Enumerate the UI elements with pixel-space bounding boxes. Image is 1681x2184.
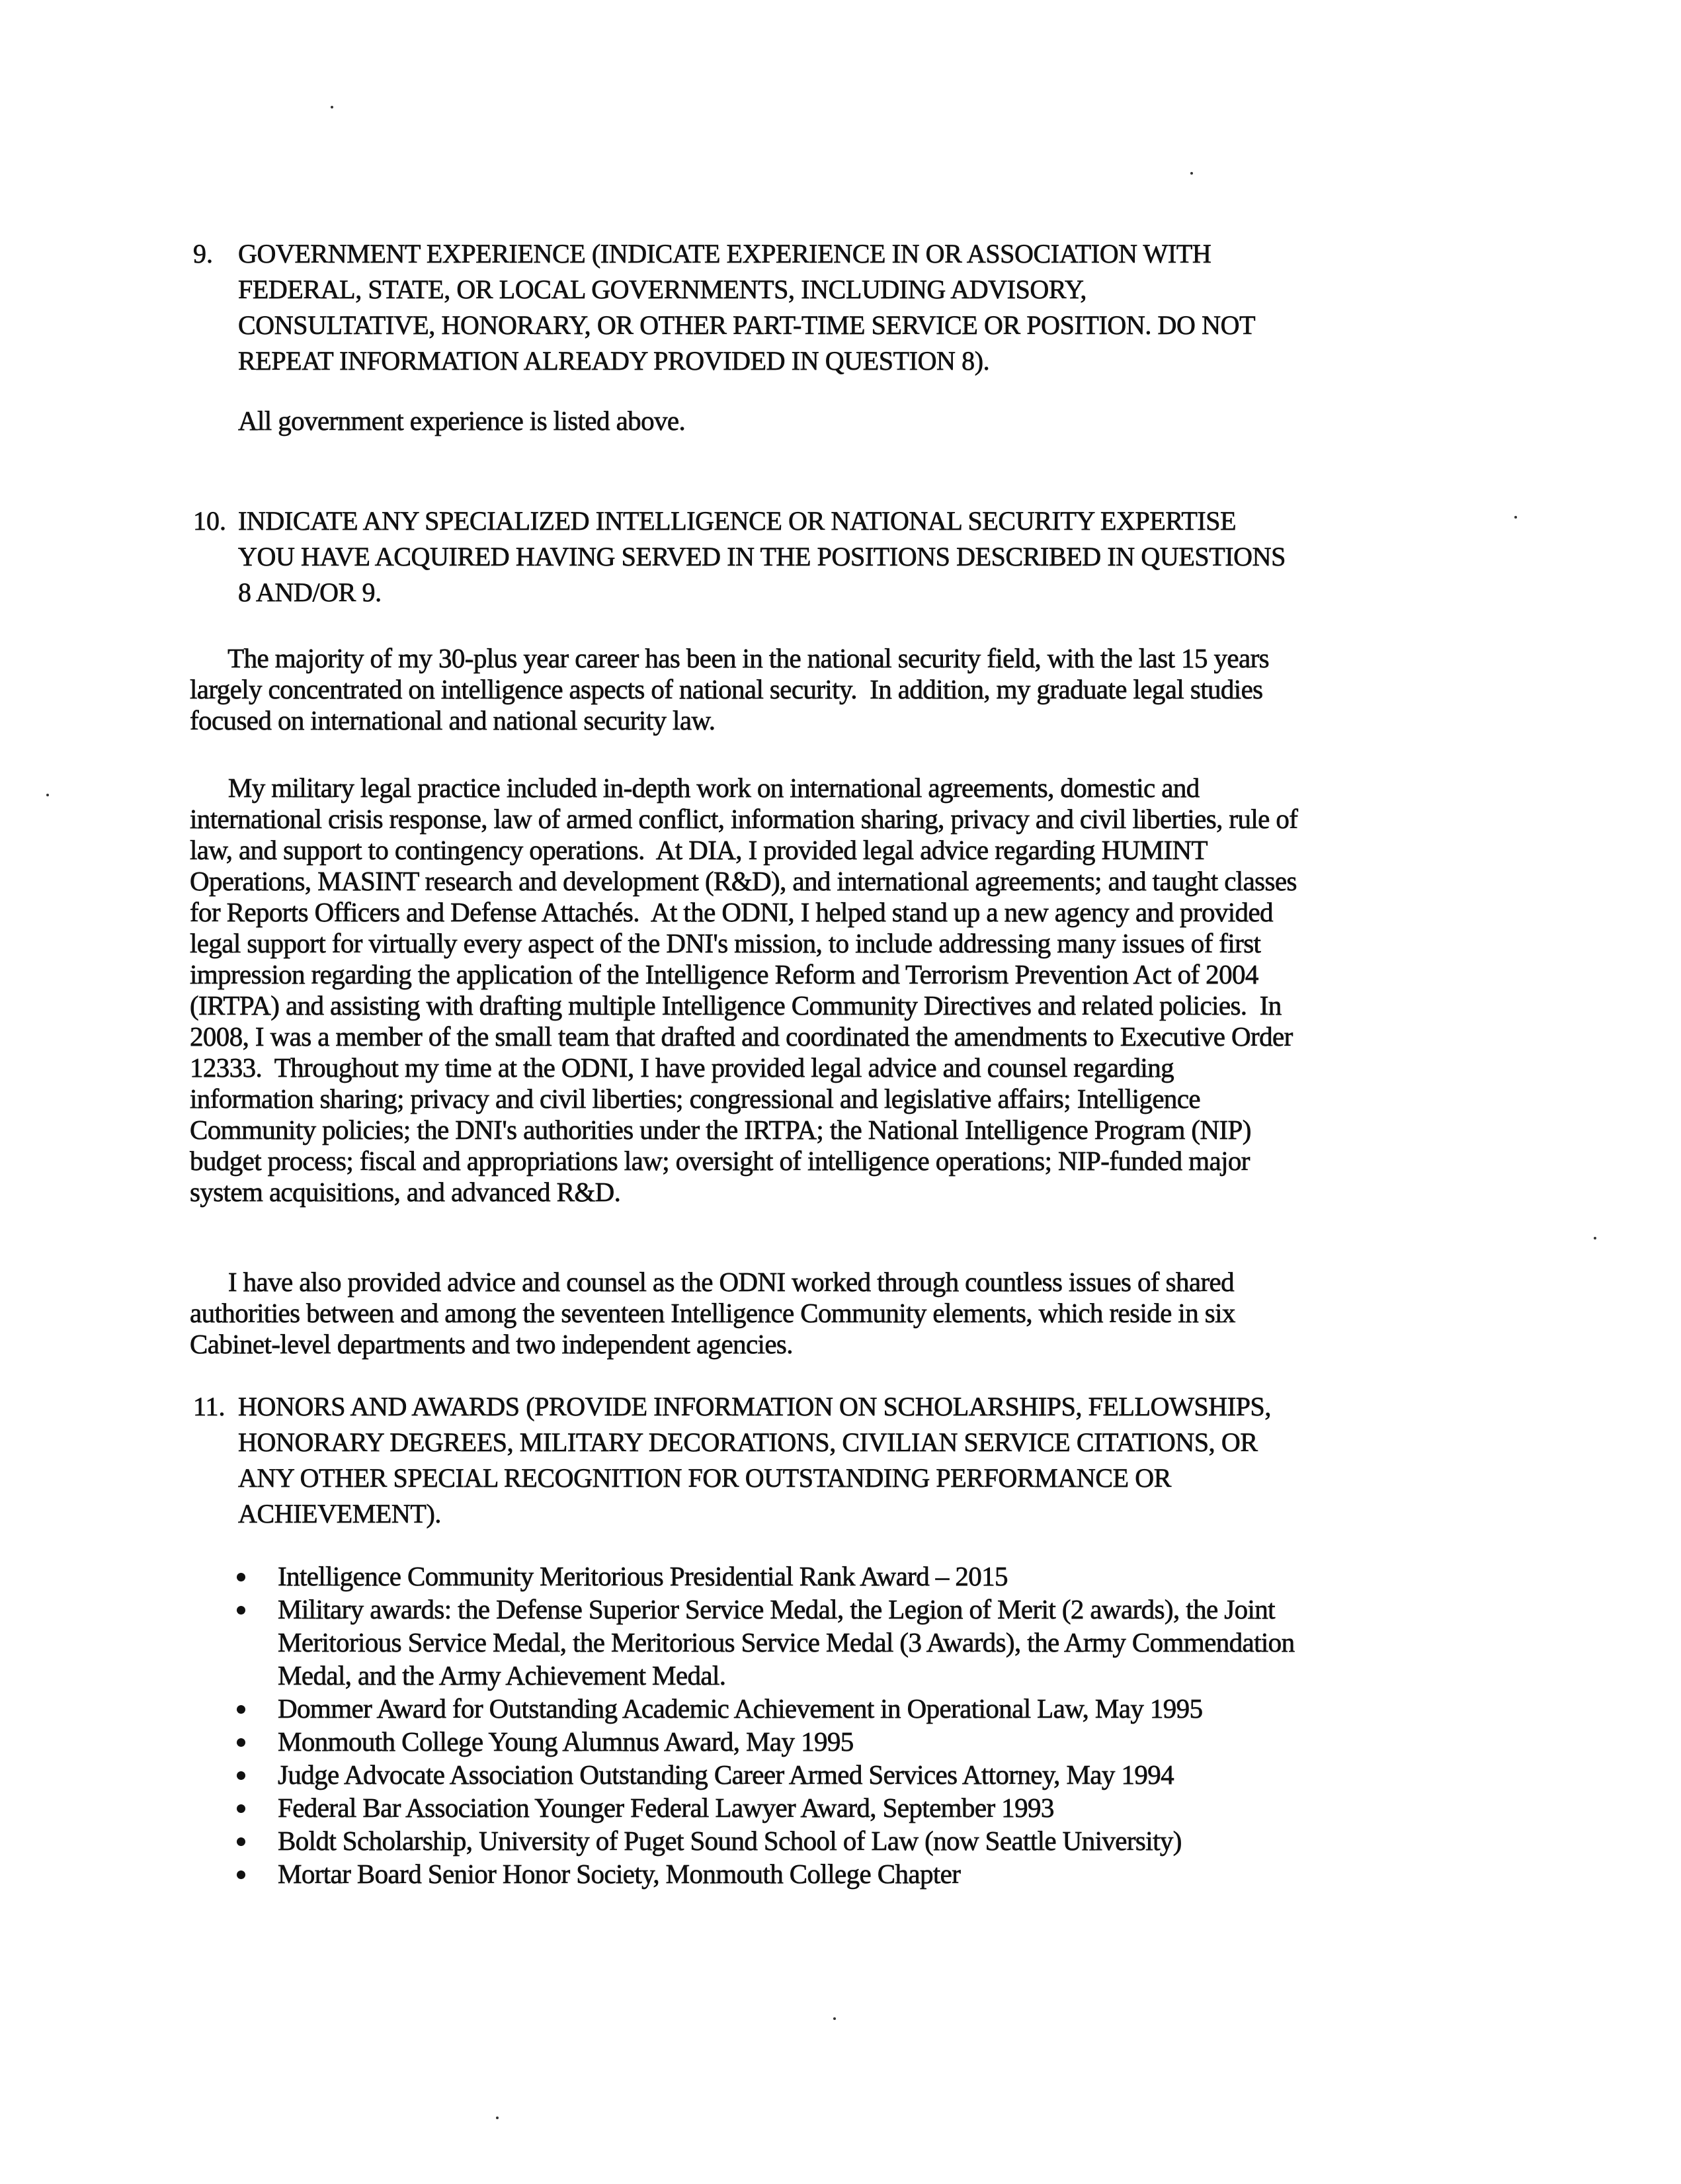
paragraph-line: information sharing; privacy and civil liberties; congressional and legislative affairs; Intelligence [190,1083,1201,1114]
paragraph-line: 2008, I was a member of the small team that drafted and coordinated the amendments to Executive Order [190,1021,1293,1052]
paragraph-line: focused on international and national security law. [190,705,716,735]
paragraph-line: law, and support to contingency operations. At DIA, I provided legal advice regarding HUMINT [190,835,1208,865]
list-item [230,1593,1294,1692]
list-item [230,1692,1294,1725]
list-item [230,1857,1294,1890]
paragraph-line: Operations, MASINT research and development (R&D), and international agreements; and taught classes [190,866,1297,896]
paragraph-line: impression regarding the application of the Intelligence Reform and Terrorism Prevention Act of 2004 [190,959,1258,989]
list-item-text: Federal Bar Association Younger Federal Lawyer Award, September 1993 [278,1792,1054,1823]
scan-speck [833,2017,836,2020]
question-9-answer [238,405,685,437]
question-number: 9. [193,239,213,269]
heading-line: INDICATE ANY SPECIALIZED INTELLIGENCE OR NATIONAL SECURITY EXPERTISE [238,506,1237,536]
heading-line: REPEAT INFORMATION ALREADY PROVIDED IN QUESTION 8). [238,346,990,376]
answer-text: All government experience is listed above. [238,405,686,436]
scan-speck [1514,516,1517,519]
scan-speck [46,794,49,796]
scan-speck [496,2117,499,2119]
heading-line: HONORARY DEGREES, MILITARY DECORATIONS, CIVILIAN SERVICE CITATIONS, OR [238,1427,1258,1457]
bullet-icon [237,1837,245,1846]
list-item [230,1758,1294,1791]
bullet-icon [237,1573,245,1581]
list-item-text: Intelligence Community Meritorious Presidential Rank Award – 2015 [278,1561,1008,1591]
paragraph-line: I have also provided advice and counsel as the ODNI worked through countless issues of shared [190,1267,1235,1297]
list-item-text: Judge Advocate Association Outstanding Career Armed Services Attorney, May 1994 [278,1759,1174,1790]
list-item-text: Meritorious Service Medal, the Meritorious Service Medal (3 Awards), the Army Commendation [278,1627,1295,1658]
question-number: 10. [193,506,226,536]
paragraph-line: legal support for virtually every aspect of the DNI's mission, to include addressing many issues of first [190,928,1261,958]
list-item [230,1725,1294,1758]
bullet-icon [237,1738,245,1747]
list-item-text: Boldt Scholarship, University of Puget Sound School of Law (now Seattle University) [278,1826,1182,1856]
paragraph-shared-authorities [190,1267,1235,1360]
paragraph-military-practice [190,773,1297,1208]
heading-line: HONORS AND AWARDS (PROVIDE INFORMATION ON SCHOLARSHIPS, FELLOWSHIPS, [238,1392,1271,1421]
paragraph-line: authorities between and among the seventeen Intelligence Community elements, which reside in six [190,1298,1235,1328]
heading-line: YOU HAVE ACQUIRED HAVING SERVED IN THE POSITIONS DESCRIBED IN QUESTIONS [238,542,1286,571]
list-item-text: Military awards: the Defense Superior Service Medal, the Legion of Merit (2 awards), the Joint [278,1594,1275,1624]
paragraph-line: Cabinet-level departments and two independent agencies. [190,1329,793,1359]
heading-line: ACHIEVEMENT). [238,1499,441,1529]
question-10-heading [193,503,1516,610]
bullet-icon [237,1705,245,1714]
paragraph-line: budget process; fiscal and appropriations law; oversight of intelligence operations; NIP-funded major [190,1146,1250,1176]
list-item-text: Mortar Board Senior Honor Society, Monmouth College Chapter [278,1859,961,1889]
paragraph-line: 12333. Throughout my time at the ODNI, I have provided legal advice and counsel regarding [190,1052,1174,1083]
paragraph-line: Community policies; the DNI's authorities under the IRTPA; the National Intelligence Program (NIP) [190,1114,1251,1145]
bullet-icon [237,1606,245,1615]
paragraph-career [190,643,1269,736]
question-number: 11. [193,1392,226,1421]
paragraph-line: largely concentrated on intelligence aspects of national security. In addition, my graduate legal studies [190,674,1263,704]
heading-line: CONSULTATIVE, HONORARY, OR OTHER PART-TIME SERVICE OR POSITION. DO NOT [238,310,1256,340]
paragraph-line: for Reports Officers and Defense Attachés. At the ODNI, I helped stand up a new agency and provided [190,897,1273,927]
heading-line: GOVERNMENT EXPERIENCE (INDICATE EXPERIENCE IN OR ASSOCIATION WITH [238,239,1211,269]
question-9-heading [193,236,1516,379]
list-item [230,1791,1294,1824]
list-item [230,1560,1294,1593]
list-item-text: Medal, and the Army Achievement Medal. [278,1660,726,1691]
scan-speck [1190,172,1193,175]
paragraph-line: system acquisitions, and advanced R&D. [190,1177,621,1207]
scan-speck [331,106,333,108]
heading-line: ANY OTHER SPECIAL RECOGNITION FOR OUTSTANDING PERFORMANCE OR [238,1463,1172,1493]
paragraph-line: My military legal practice included in-depth work on international agreements, domestic and [190,773,1200,803]
bullet-icon [237,1804,245,1813]
list-item-text: Dommer Award for Outstanding Academic Achievement in Operational Law, May 1995 [278,1693,1203,1724]
bullet-icon [237,1771,245,1780]
honors-list [230,1560,1294,1890]
paragraph-line: The majority of my 30-plus year career has been in the national security field, with the last 15 years [190,643,1269,673]
paragraph-line: international crisis response, law of armed conflict, information sharing, privacy and civil liberties, rule of [190,804,1298,834]
heading-line: FEDERAL, STATE, OR LOCAL GOVERNMENTS, INCLUDING ADVISORY, [238,274,1086,304]
paragraph-line: (IRTPA) and assisting with drafting multiple Intelligence Community Directives and related policies. In [190,990,1282,1021]
bullet-icon [237,1870,245,1879]
question-11-heading [193,1389,1516,1532]
heading-line: 8 AND/OR 9. [238,577,382,607]
list-item [230,1824,1294,1857]
scan-speck [1594,1237,1596,1239]
list-item-text: Monmouth College Young Alumnus Award, May 1995 [278,1726,854,1757]
